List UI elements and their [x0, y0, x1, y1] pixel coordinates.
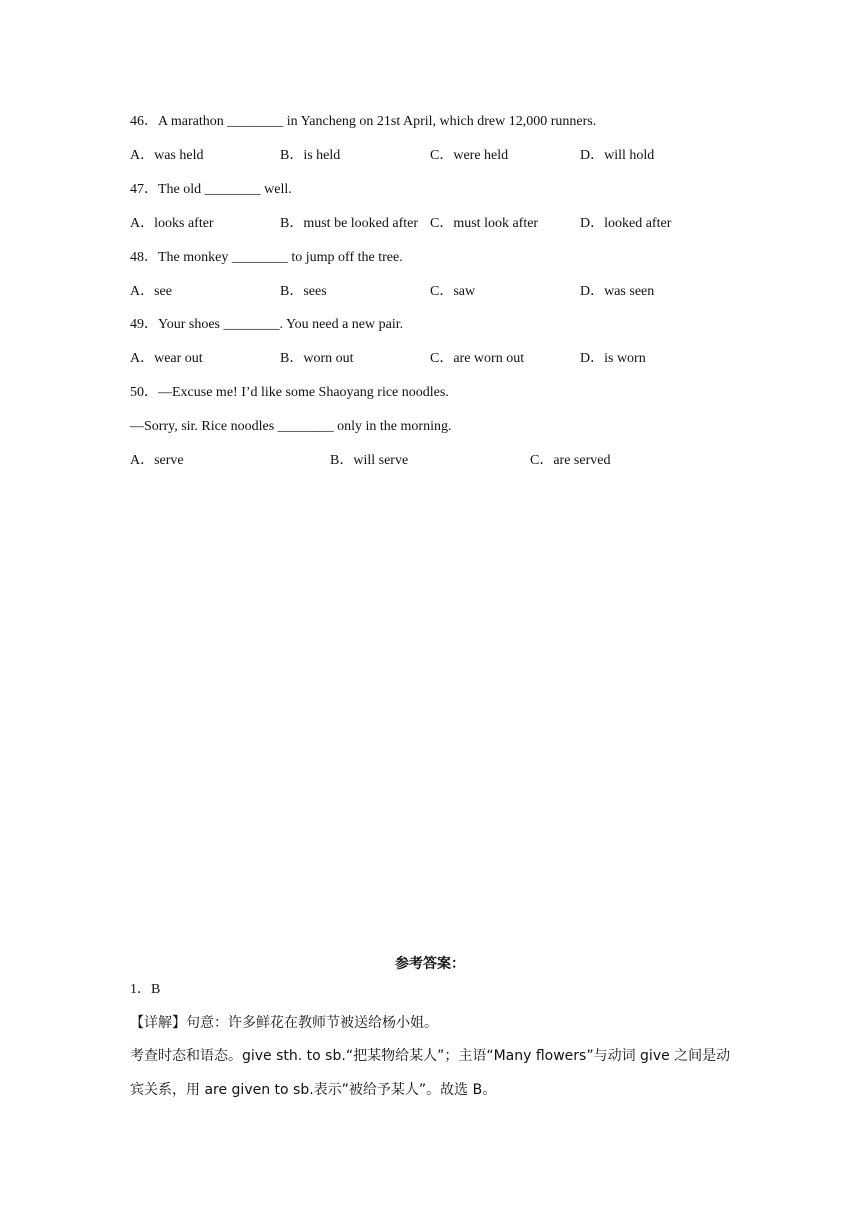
question-50-option-b: B．will serve — [330, 453, 409, 468]
question-50-option-a: A．serve — [130, 453, 184, 468]
question-46-option-a: A．was held — [130, 148, 204, 163]
question-47-option-b: B．must be looked after — [280, 216, 419, 231]
answer-detail-2: 考查时态和语态。give sth. to sb.“把某物给某人”；主语“Many flowers”与动词 give 之间是动 — [130, 1048, 731, 1064]
question-49-option-a: A．wear out — [130, 351, 203, 366]
question-49-stem: 49．Your shoes ________. You need a new pair. — [130, 317, 404, 332]
question-47-option-c: C．must look after — [430, 216, 539, 231]
answer-item-1: 1．B — [130, 982, 161, 997]
question-50-option-c: C．are served — [530, 453, 611, 468]
question-50-stem-response: —Sorry, sir. Rice noodles ________ only in the morning. — [130, 419, 452, 434]
question-47-stem: 47．The old ________ well. — [130, 182, 292, 197]
question-48-option-b: B．sees — [280, 284, 327, 299]
question-48-option-c: C．saw — [430, 284, 476, 299]
question-48-option-d: D．was seen — [580, 284, 655, 299]
question-47-option-d: D．looked after — [580, 216, 672, 231]
question-47-option-a: A．looks after — [130, 216, 214, 231]
question-46-option-b: B．is held — [280, 148, 341, 163]
question-48-option-a: A．see — [130, 284, 172, 299]
question-46-option-c: C．were held — [430, 148, 509, 163]
question-49-option-d: D．is worn — [580, 351, 646, 366]
question-49-option-c: C．are worn out — [430, 351, 525, 366]
question-46-option-d: D．will hold — [580, 148, 655, 163]
answers-heading: 参考答案： — [395, 956, 465, 972]
question-46-stem: 46．A marathon ________ in Yancheng on 21st April, which drew 12,000 runners. — [130, 114, 597, 129]
answer-detail-3: 宾关系，用 are given to sb.表示”被给予某人”。故选 B。 — [130, 1082, 497, 1098]
answer-detail-1: 【详解】句意：许多鲜花在教师节被送给杨小姐。 — [130, 1015, 438, 1031]
question-49-option-b: B．worn out — [280, 351, 354, 366]
question-48-stem: 48．The monkey ________ to jump off the tree. — [130, 250, 403, 265]
question-50-stem: 50．—Excuse me! I’d like some Shaoyang rice noodles. — [130, 385, 449, 400]
